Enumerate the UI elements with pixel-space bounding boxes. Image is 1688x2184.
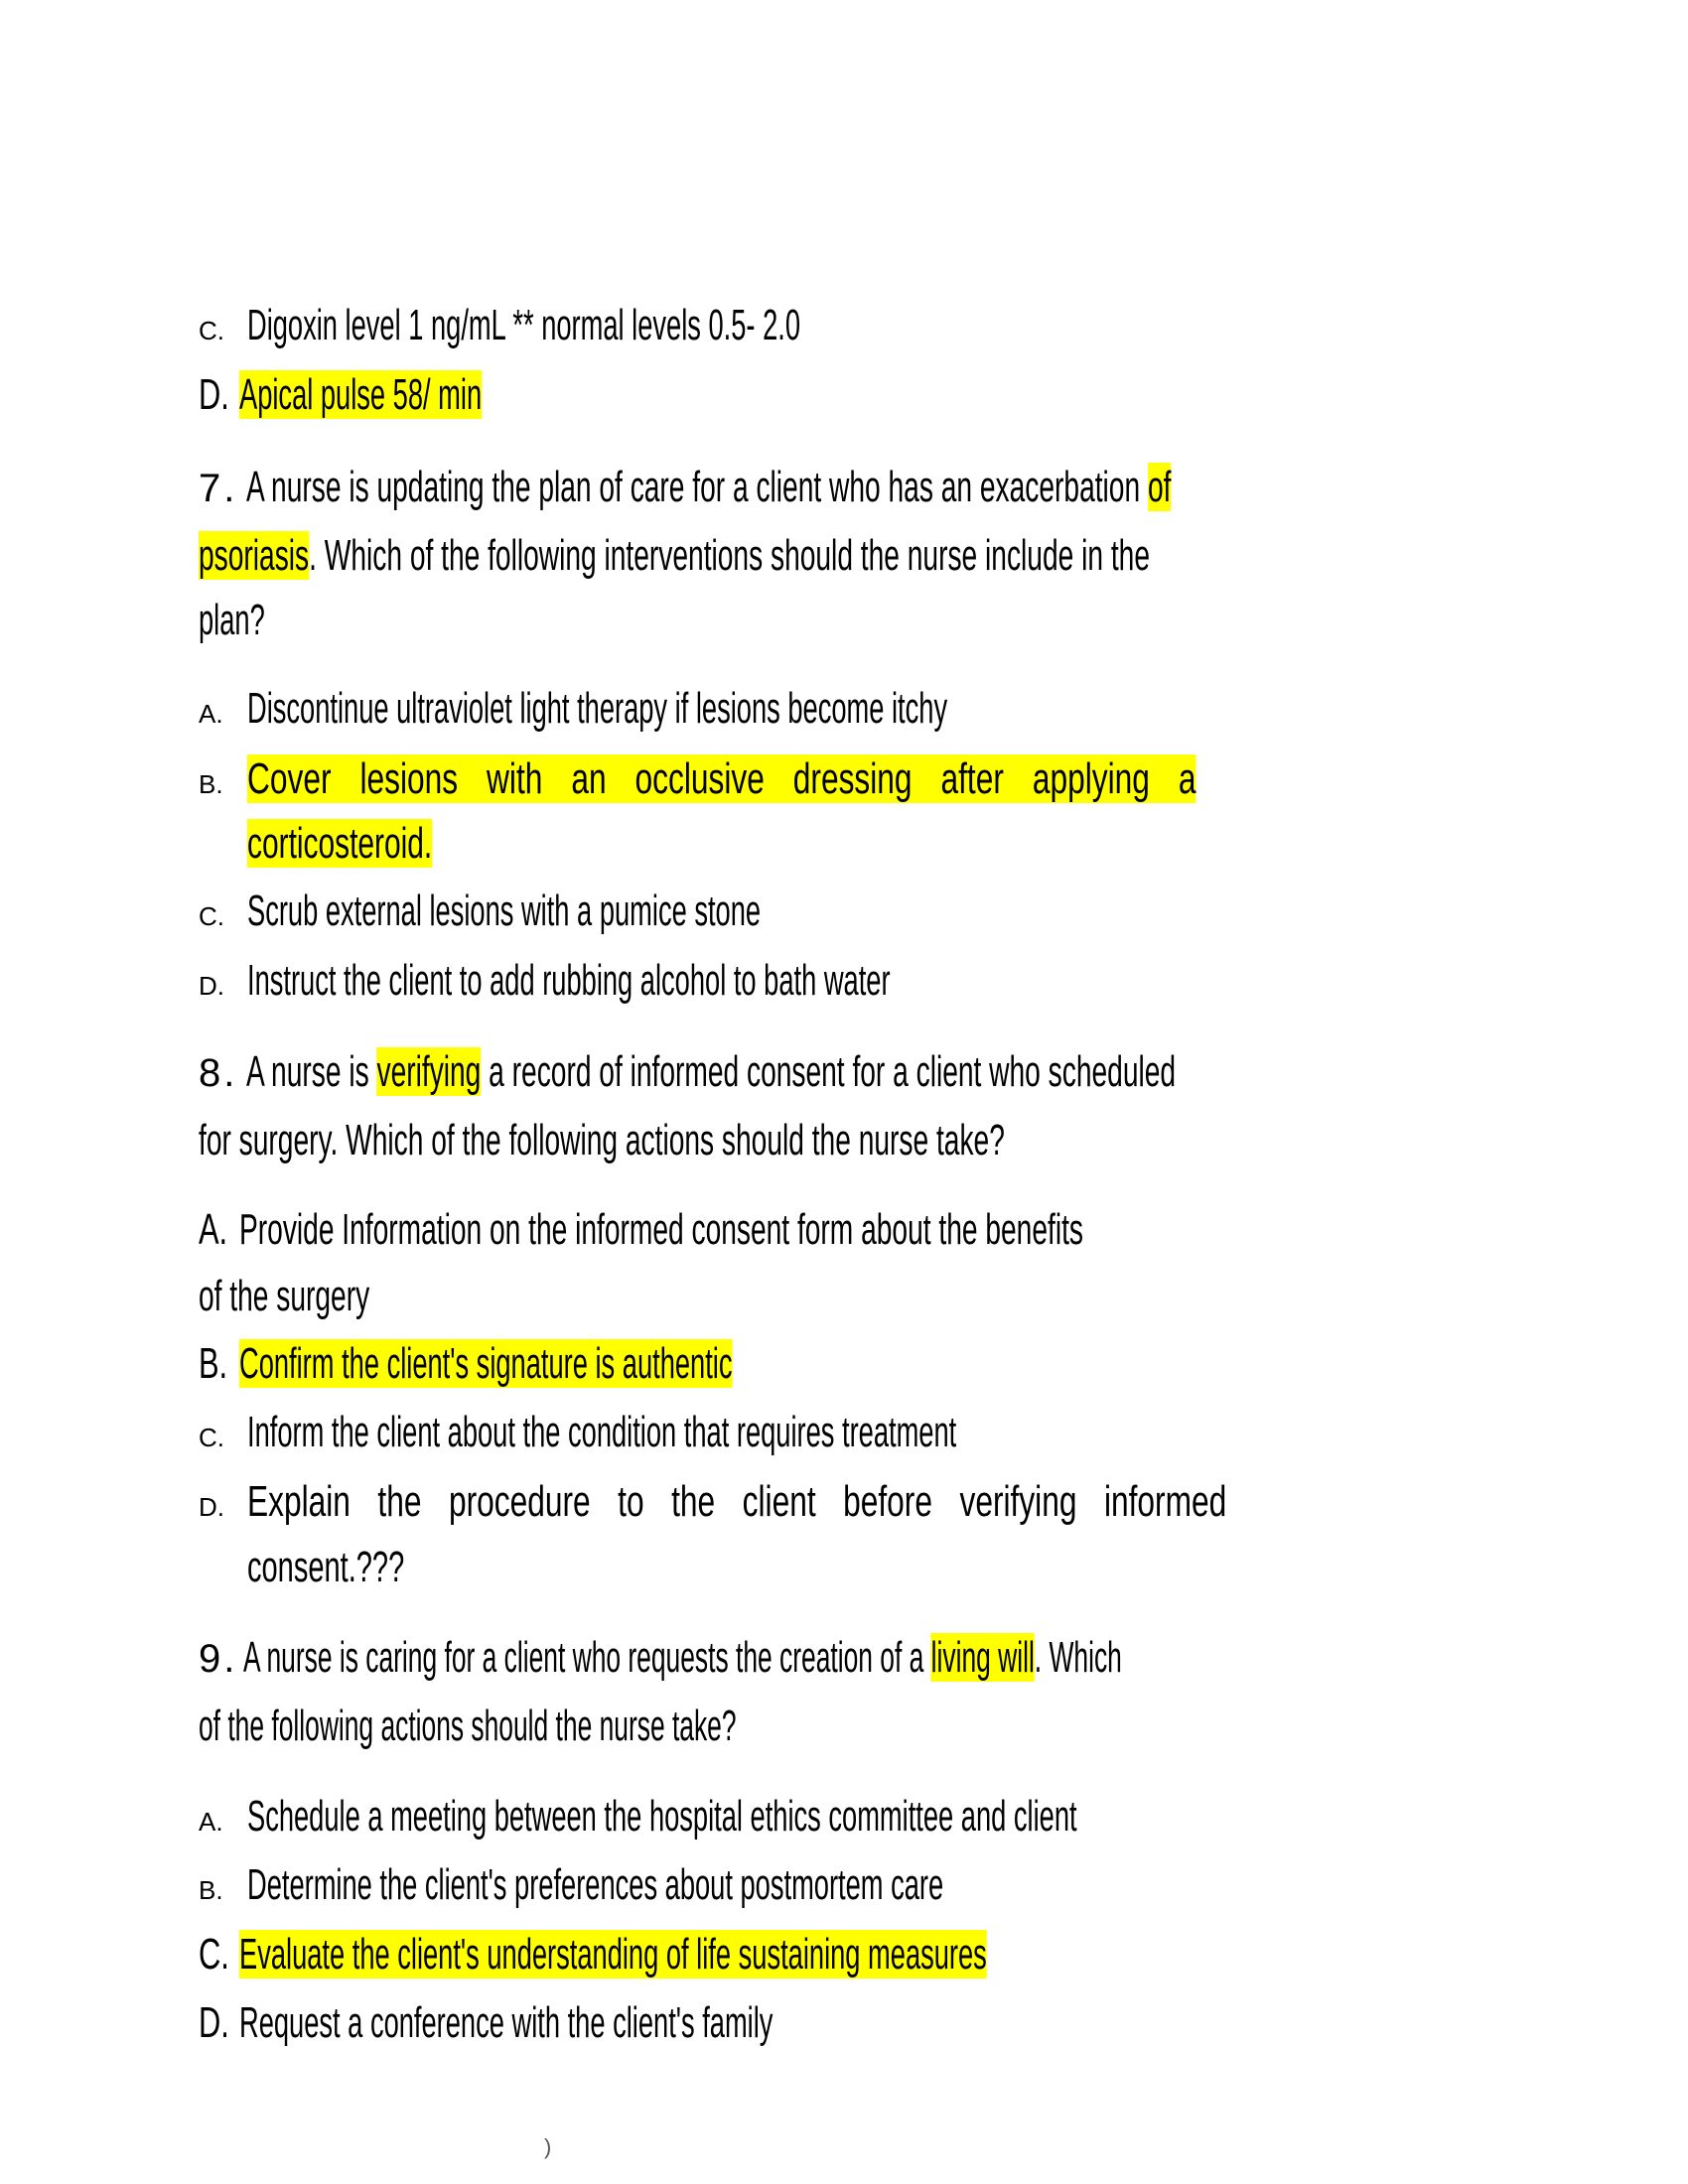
highlight-verifying: verifying xyxy=(376,1047,482,1096)
option-text: Inform the client about the condition that requires treatment xyxy=(247,1408,957,1456)
q8-option-c xyxy=(199,1405,957,1465)
option-text: Provide Information on the informed consent form about the benefits xyxy=(239,1205,1083,1254)
option-label: B. xyxy=(199,1339,228,1388)
q9-option-d xyxy=(199,1995,774,2051)
option-text: consent.??? xyxy=(247,1543,405,1591)
q9-option-c xyxy=(199,1927,987,1982)
question-stem: a record of informed consent for a client who scheduled xyxy=(489,1047,1177,1096)
option-text: Discontinue ultraviolet light therapy if lesions become itchy xyxy=(247,684,948,733)
question-stem: A nurse is xyxy=(246,1047,369,1096)
option-label: C. xyxy=(199,901,224,931)
prev-option-c xyxy=(199,298,800,358)
option-text-highlighted: Cover lesions with an occlusive dressing after applying a xyxy=(247,754,1196,803)
highlight-psoriasis: psoriasis xyxy=(199,531,310,580)
option-label: B. xyxy=(199,1875,223,1905)
q8-option-b xyxy=(199,1336,733,1392)
question-stem: of the following actions should the nurse take? xyxy=(199,1702,737,1750)
option-text: Schedule a meeting between the hospital ethics committee and client xyxy=(247,1792,1077,1841)
option-label: D. xyxy=(199,1998,229,2047)
option-label: C. xyxy=(199,1930,229,1979)
option-text-highlighted: Apical pulse 58/ min xyxy=(239,370,483,419)
highlight-living-will: living will xyxy=(930,1633,1035,1682)
q8-option-a xyxy=(199,1202,1083,1258)
option-label: B. xyxy=(199,769,223,799)
q9-option-b xyxy=(199,1857,944,1918)
option-text-highlighted: Confirm the client's signature is authentic xyxy=(239,1339,733,1388)
option-text-highlighted: corticosteroid. xyxy=(247,819,433,868)
q8-option-d xyxy=(199,1474,1227,1535)
option-label: D. xyxy=(199,1492,224,1522)
option-text: Request a conference with the client's family xyxy=(239,1998,774,2047)
q7-option-b xyxy=(199,751,1196,812)
q9-stem-line1 xyxy=(199,1630,1122,1687)
q9-stem-line2 xyxy=(199,1699,1095,1754)
q7-stem-line3 xyxy=(199,593,306,648)
option-label: C. xyxy=(199,1423,224,1452)
option-label: A. xyxy=(199,1205,228,1254)
prev-option-d xyxy=(199,367,483,423)
option-text: Digoxin level 1 ng/mL ** normal levels 0.5- 2.0 xyxy=(247,301,800,349)
question-stem: A nurse is updating the plan of care for a client who has an exacerbation xyxy=(246,463,1141,511)
option-text: Scrub external lesions with a pumice stone xyxy=(247,887,762,935)
stray-parenthesis: ) xyxy=(544,2134,552,2159)
option-text: Explain the procedure to the client before verifying informed xyxy=(247,1477,1227,1526)
q9-option-a xyxy=(199,1789,1077,1849)
question-stem: A nurse is caring for a client who requests the creation of a xyxy=(243,1633,924,1682)
q8-option-a-cont xyxy=(199,1269,466,1324)
q7-option-d xyxy=(199,953,891,1014)
option-label: D. xyxy=(199,370,229,419)
q7-stem-line2 xyxy=(199,528,1685,584)
q8-stem-line2 xyxy=(199,1113,1459,1168)
q7-option-a xyxy=(199,681,948,742)
option-text: Determine the client's preferences about postmortem care xyxy=(247,1860,944,1909)
option-text: Instruct the client to add rubbing alcohol to bath water xyxy=(247,956,891,1005)
question-stem: for surgery. Which of the following actions should the nurse take? xyxy=(199,1116,1005,1164)
option-label: D. xyxy=(199,971,224,1001)
option-label: A. xyxy=(199,1807,223,1837)
question-stem: plan? xyxy=(199,596,265,644)
question-stem: . Which of the following interventions should the nurse include in the xyxy=(309,531,1150,580)
question-stem: . Which xyxy=(1034,1633,1122,1682)
question-number: 7. xyxy=(199,467,238,510)
option-text: of the surgery xyxy=(199,1272,370,1320)
q8-stem-line1 xyxy=(199,1044,1177,1101)
highlight-of: of xyxy=(1147,463,1172,511)
question-number: 9. xyxy=(199,1637,238,1681)
question-number: 8. xyxy=(199,1051,238,1095)
option-label: C. xyxy=(199,316,224,345)
q7-stem-line1 xyxy=(199,460,1172,516)
q7-option-c xyxy=(199,884,762,944)
option-label: A. xyxy=(199,699,223,729)
option-text-highlighted: Evaluate the client's understanding of life sustaining measures xyxy=(239,1930,987,1979)
